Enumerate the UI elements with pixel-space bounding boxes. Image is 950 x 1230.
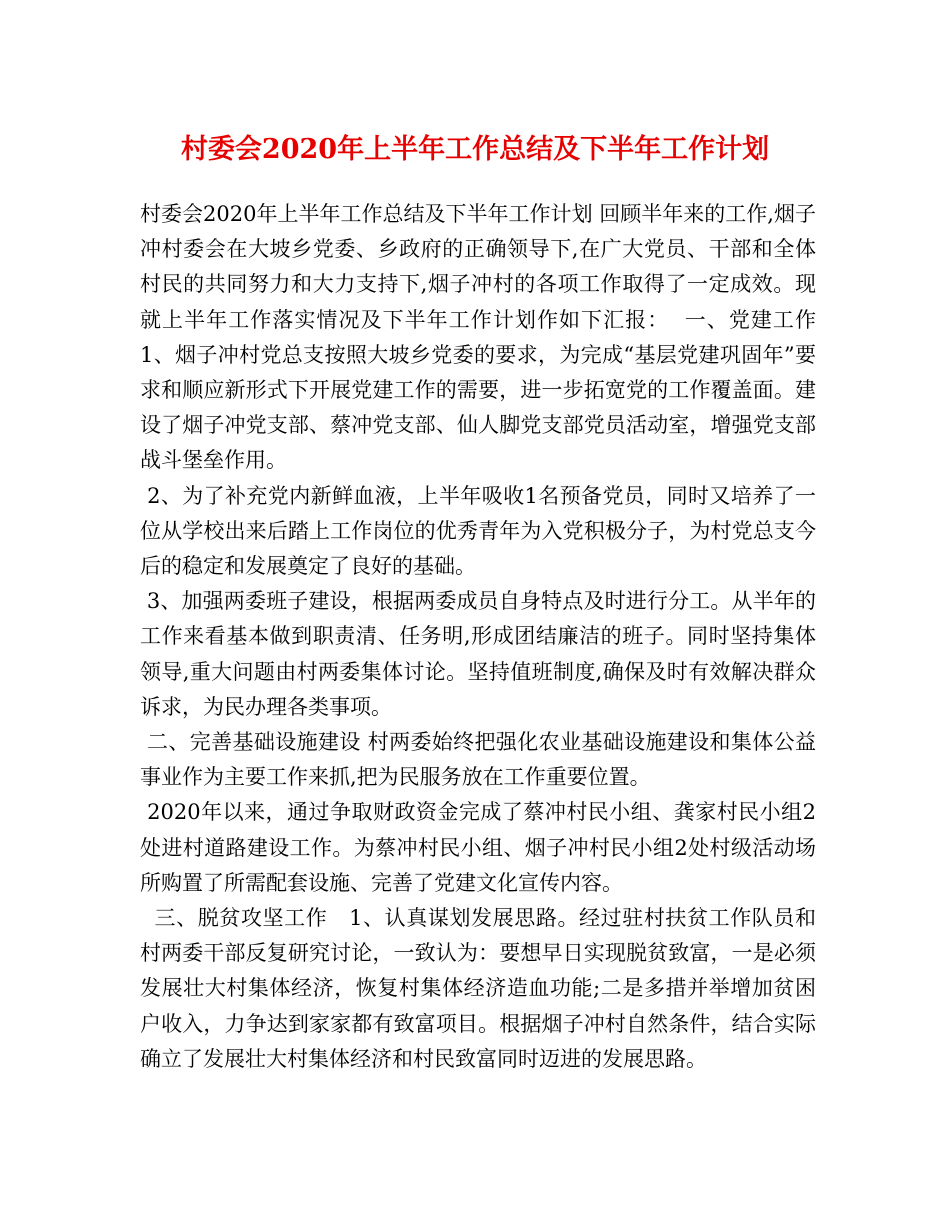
paragraph-new-members: 2、为了补充党内新鲜血液，上半年吸收1名预备党员，同时又培养了一位从学校出来后踏上工作岗位的优秀青年为入党积极分子，为村党总支今后的稳定和发展奠定了良好的基础。	[140, 483, 816, 579]
paragraph-intro-party-building: 村委会2020年上半年工作总结及下半年工作计划 回顾半年来的工作,烟子冲村委会在大坡乡党委、乡政府的正确领导下,在广大党员、干部和全体村民的共同努力和大力支持下,烟子冲村的各项工作取得了一定成效。现就上半年工作落实情况及下半年工作计划作如下汇报： 一、党建工作 1、烟子冲村党总支按照大坡乡党委的要求，为完成“基层党建巩固年”要求和顺应新形式下开展党建工作的需要，进一步拓宽党的工作覆盖面。建设了烟子冲党支部、蔡冲党支部、仙人脚党支部党员活动室，增强党支部战斗堡垒作用。	[140, 202, 830, 473]
paragraph-road-construction: 2020年以来，通过争取财政资金完成了蔡冲村民小组、龚家村民小组2处进村道路建设工作。为蔡冲村民小组、烟子冲村民小组2处村级活动场所购置了所需配套设施、完善了党建文化宣传内容。	[140, 800, 816, 895]
document-title: 村委会2020年上半年工作总结及下半年工作计划	[180, 134, 770, 165]
document-body	[140, 197, 830, 1077]
paragraph-infrastructure: 二、完善基础设施建设 村两委始终把强化农业基础设施建设和集体公益事业作为主要工作来抓,把为民服务放在工作重要位置。	[140, 730, 816, 790]
paragraph-committee-building: 3、加强两委班子建设，根据两委成员自身特点及时进行分工。从半年的工作来看基本做到职责清、任务明,形成团结廉洁的班子。同时坚持集体领导,重大问题由村两委集体讨论。坚持值班制度,确保及时有效解决群众诉求，为民办理各类事项。	[140, 589, 817, 719]
paragraph-poverty-alleviation: 三、脱贫攻坚工作 1、认真谋划发展思路。经过驻村扶贫工作队员和村两委干部反复研究讨论，一致认为：要想早日实现脱贫致富，一是必须发展壮大村集体经济，恢复村集体经济造血功能;二是多措并举增加贫困户收入，力争达到家家都有致富项目。根据烟子冲村自然条件，结合实际确立了发展壮大村集体经济和村民致富同时迈进的发展思路。	[140, 906, 816, 1071]
